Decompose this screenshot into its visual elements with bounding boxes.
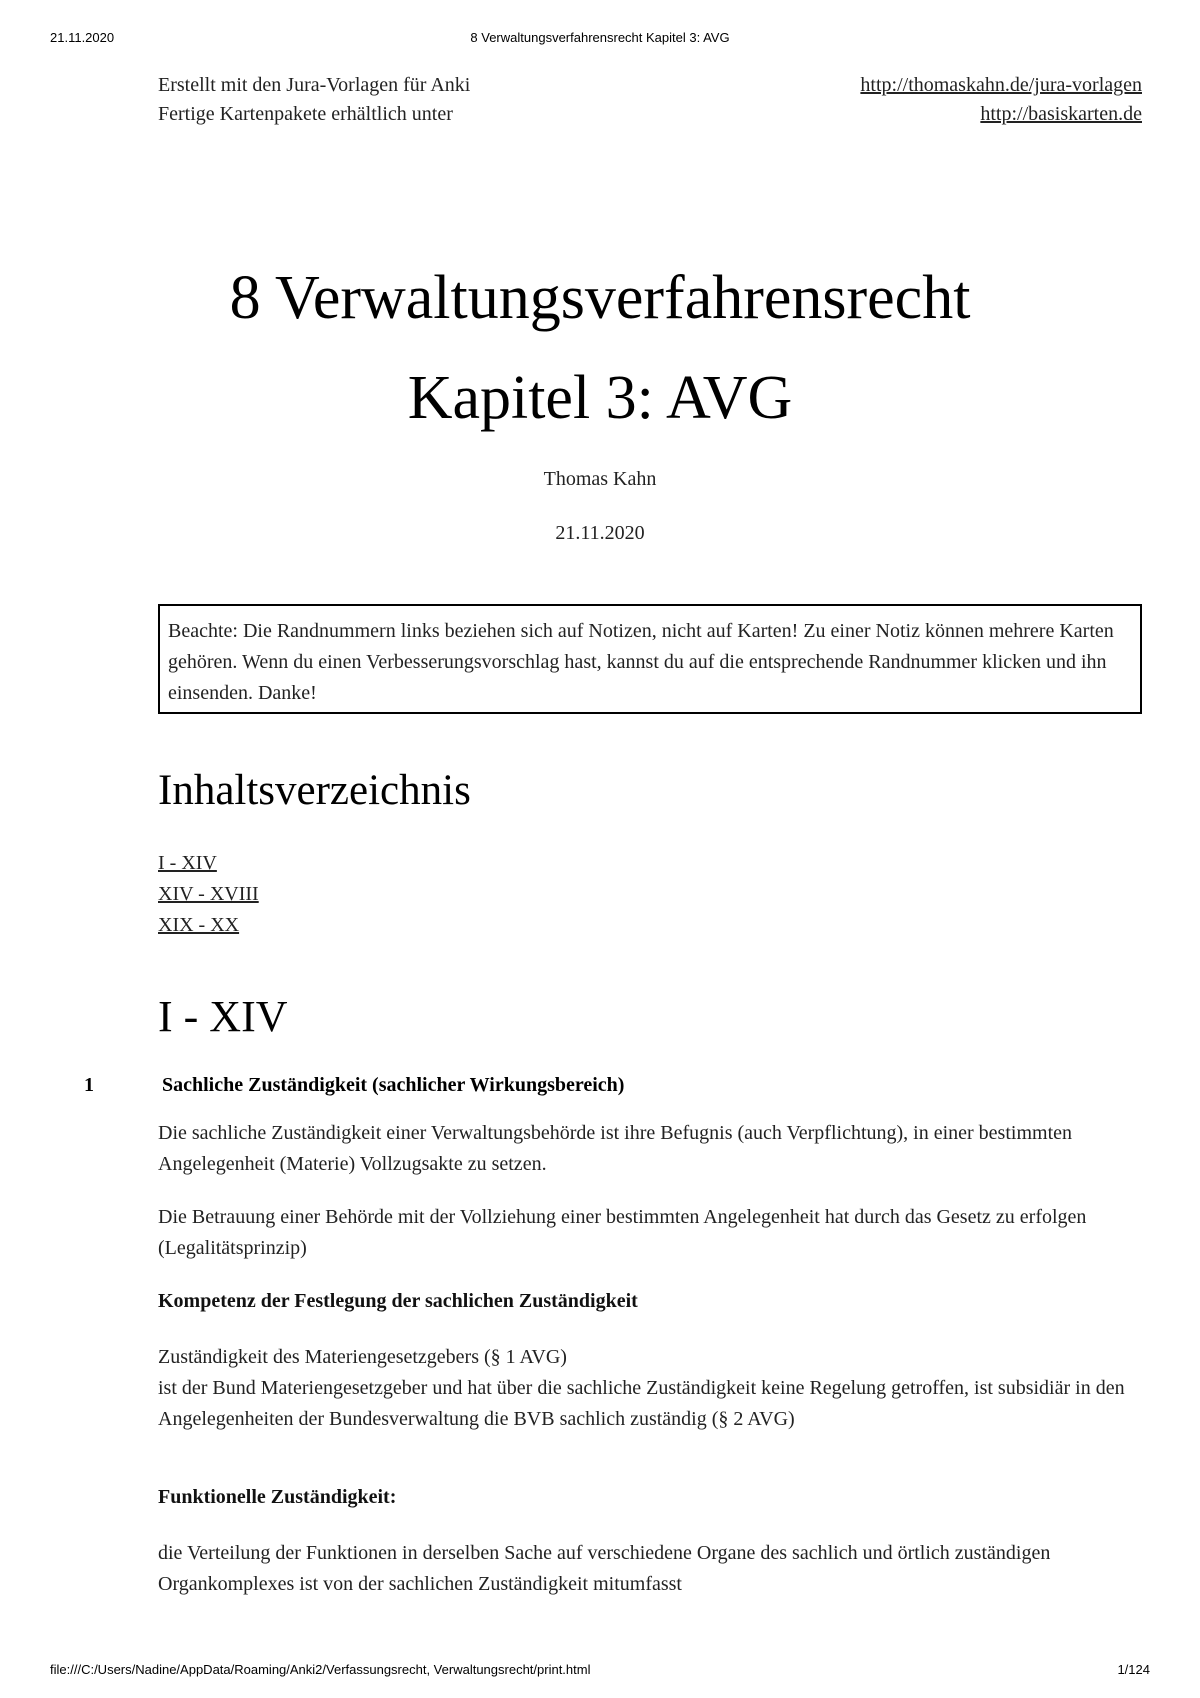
print-date: 21.11.2020 bbox=[50, 30, 115, 45]
document-title bbox=[0, 248, 1200, 448]
document-date: 21.11.2020 bbox=[555, 522, 645, 544]
toc-link-3[interactable]: XIX - XX bbox=[158, 914, 240, 936]
notice-box: Beachte: Die Randnummern links beziehen sich auf Notizen, nicht auf Karten! Zu einer Notiz können mehrere Karten gehören. Wenn du einen Verbesserungsvorschlag hast, kannst du auf die entsprechende Randnummer klicken und ihn einsenden. Danke! bbox=[158, 604, 1142, 714]
paragraph-3 bbox=[158, 1342, 1142, 1435]
page-number: 1/124 bbox=[1117, 1662, 1150, 1677]
paragraph-1: Die sachliche Zuständigkeit einer Verwaltungsbehörde ist ihre Befugnis (auch Verpflichtung), in einer bestimmten Angelegenheit (Materie) Vollzugsakte zu setzen. bbox=[158, 1122, 1073, 1175]
credits-text-2: Fertige Kartenpakete erhältlich unter bbox=[158, 103, 453, 125]
toc-link-1[interactable]: I - XIV bbox=[158, 852, 217, 874]
subheading-funktionell: Funktionelle Zuständigkeit: bbox=[158, 1486, 397, 1508]
paragraph-2: Die Betrauung einer Behörde mit der Vollziehung einer bestimmten Angelegenheit hat durch das Gesetz zu erfolgen (Legalitätsprinzip) bbox=[158, 1206, 1087, 1259]
print-header bbox=[0, 30, 1200, 48]
title-line-1: 8 Verwaltungsverfahrensrecht bbox=[229, 264, 971, 332]
note-number[interactable]: 1 bbox=[84, 1074, 94, 1096]
credits-text-1: Erstellt mit den Jura-Vorlagen für Anki bbox=[158, 74, 471, 96]
print-footer bbox=[0, 1662, 1200, 1680]
title-line-2: Kapitel 3: AVG bbox=[407, 364, 793, 432]
toc-heading: Inhaltsverzeichnis bbox=[158, 767, 471, 814]
jura-vorlagen-link[interactable]: http://thomaskahn.de/jura-vorlagen bbox=[860, 74, 1142, 96]
basiskarten-link[interactable]: http://basiskarten.de bbox=[980, 103, 1142, 125]
paragraph-3-line-1: Zuständigkeit des Materiengesetzgebers (§ 1 AVG) bbox=[158, 1346, 567, 1368]
paragraph-4: die Verteilung der Funktionen in derselben Sache auf verschiedene Organe des sachlich und örtlich zuständigen Organkomplexes ist von der sachlichen Zuständigkeit mitumfasst bbox=[158, 1542, 1051, 1595]
subheading-kompetenz: Kompetenz der Festlegung der sachlichen Zuständigkeit bbox=[158, 1290, 638, 1312]
print-path: file:///C:/Users/Nadine/AppData/Roaming/Anki2/Verfassungsrecht, Verwaltungsrecht/print.html bbox=[50, 1662, 591, 1677]
section-heading: I - XIV bbox=[158, 992, 288, 1041]
credits bbox=[158, 74, 1142, 134]
print-title: 8 Verwaltungsverfahrensrecht Kapitel 3: AVG bbox=[470, 30, 730, 45]
toc-list bbox=[158, 848, 259, 941]
document-content bbox=[84, 74, 1142, 1595]
paragraph-3-rest: ist der Bund Materiengesetzgeber und hat über die sachliche Zuständigkeit keine Regelung getroffen, ist subsidiär in den Angelegenheiten der Bundesverwaltung die BVB sachlich zuständig (§ 2 AVG) bbox=[158, 1377, 1125, 1430]
toc-link-2[interactable]: XIV - XVIII bbox=[158, 883, 259, 905]
author: Thomas Kahn bbox=[543, 468, 657, 490]
credits-row-1 bbox=[158, 74, 1142, 104]
credits-row-2 bbox=[158, 103, 1142, 133]
note-title: Sachliche Zuständigkeit (sachlicher Wirkungsbereich) bbox=[162, 1074, 625, 1096]
